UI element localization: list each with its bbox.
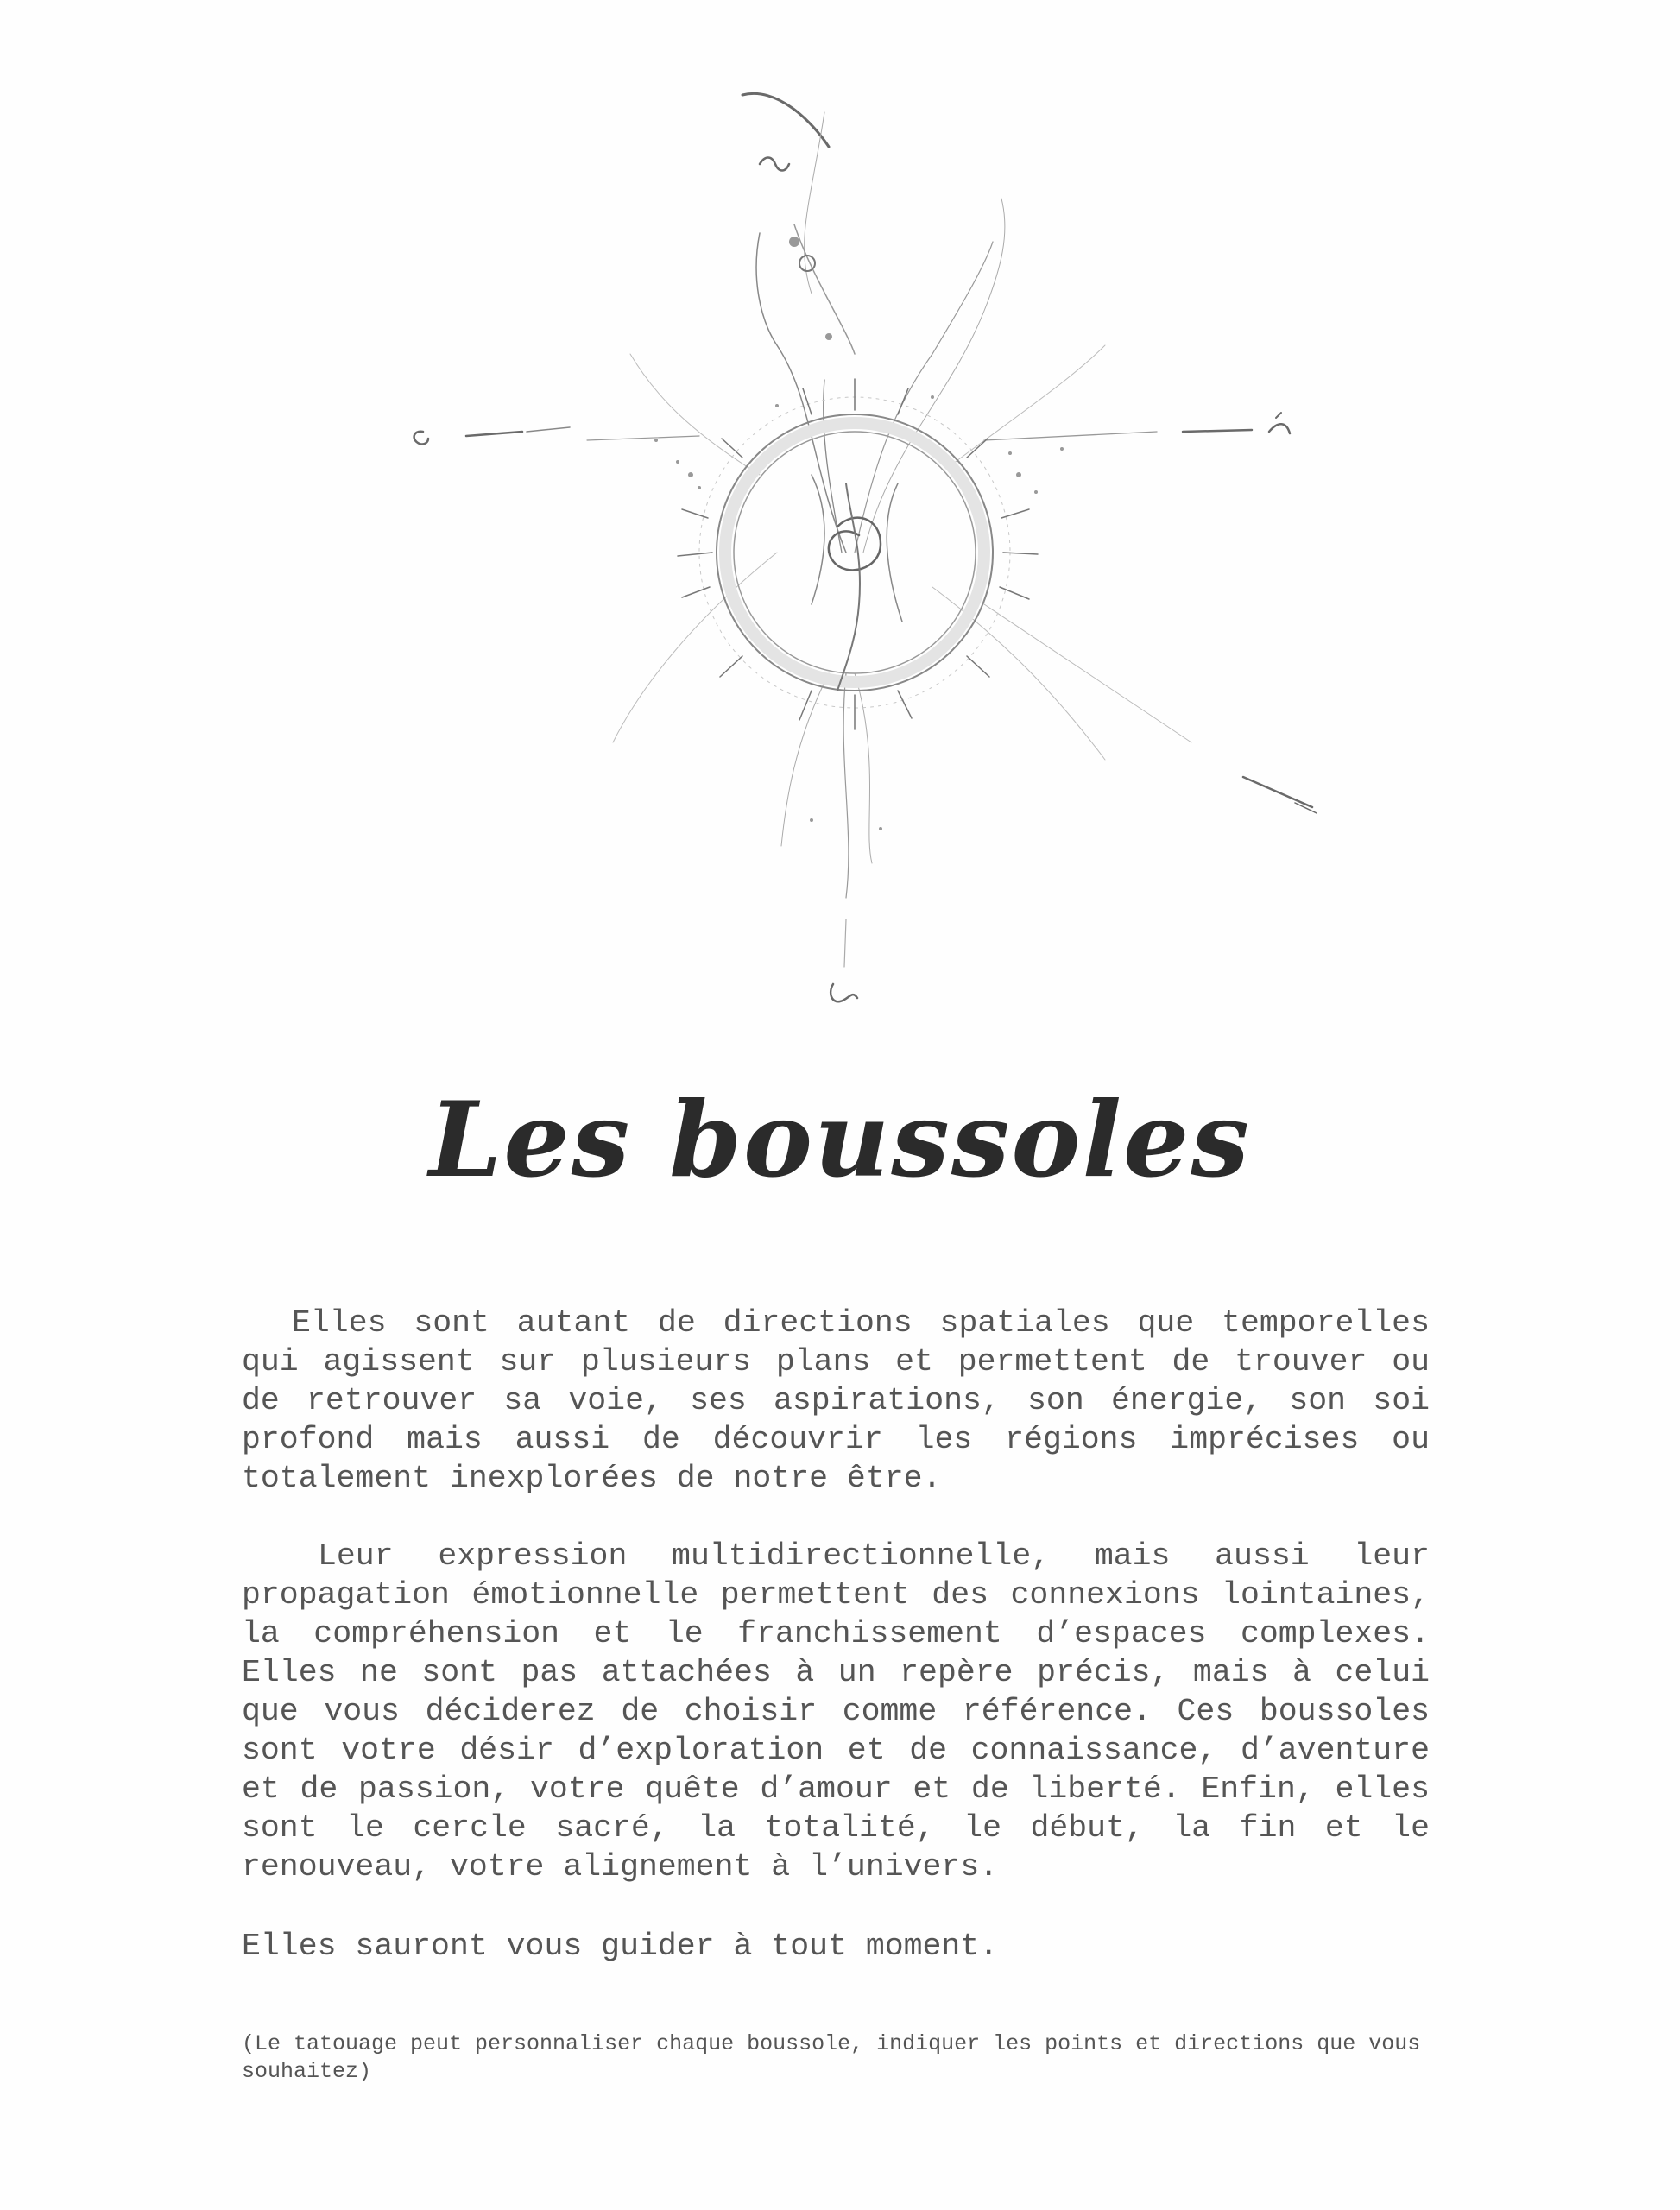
paragraph-3: Elles sauront vous guider à tout moment. bbox=[242, 1929, 999, 1964]
paragraph-2: Leur expression multidirectionnelle, mais aussi leur propagation émotionnelle permettent des connexions lointaines, la compréhension et le franchissement d’espaces complexes. Elles ne sont pas attachées à un repère précis, mais à celui que vous déciderez de choisir comme référence. Ces boussoles sont votre désir d’exploration et de connaissance, d’aventure et de passion, votre quête d’amour et de liberté. Enfin, elles sont le cercle sacré, la totalité, le début, la fin et le renouveau, votre alignement à l’univers. bbox=[242, 1538, 1430, 1885]
footnote: (Le tatouage peut personnaliser chaque boussole, indiquer les points et directions que vous souhaitez) bbox=[242, 2031, 1421, 2084]
paragraph-1: Elles sont autant de directions spatiales que temporelles qui agissent sur plusieurs plans et permettent de trouver ou de retrouver sa voie, ses aspirations, son énergie, son soi profond mais aussi de découvrir les régions imprécises ou totalement inexplorées de notre être. bbox=[242, 1305, 1430, 1496]
document-title: Les boussoles bbox=[429, 1079, 1251, 1201]
compass-sketch-illustration bbox=[328, 69, 1364, 1105]
